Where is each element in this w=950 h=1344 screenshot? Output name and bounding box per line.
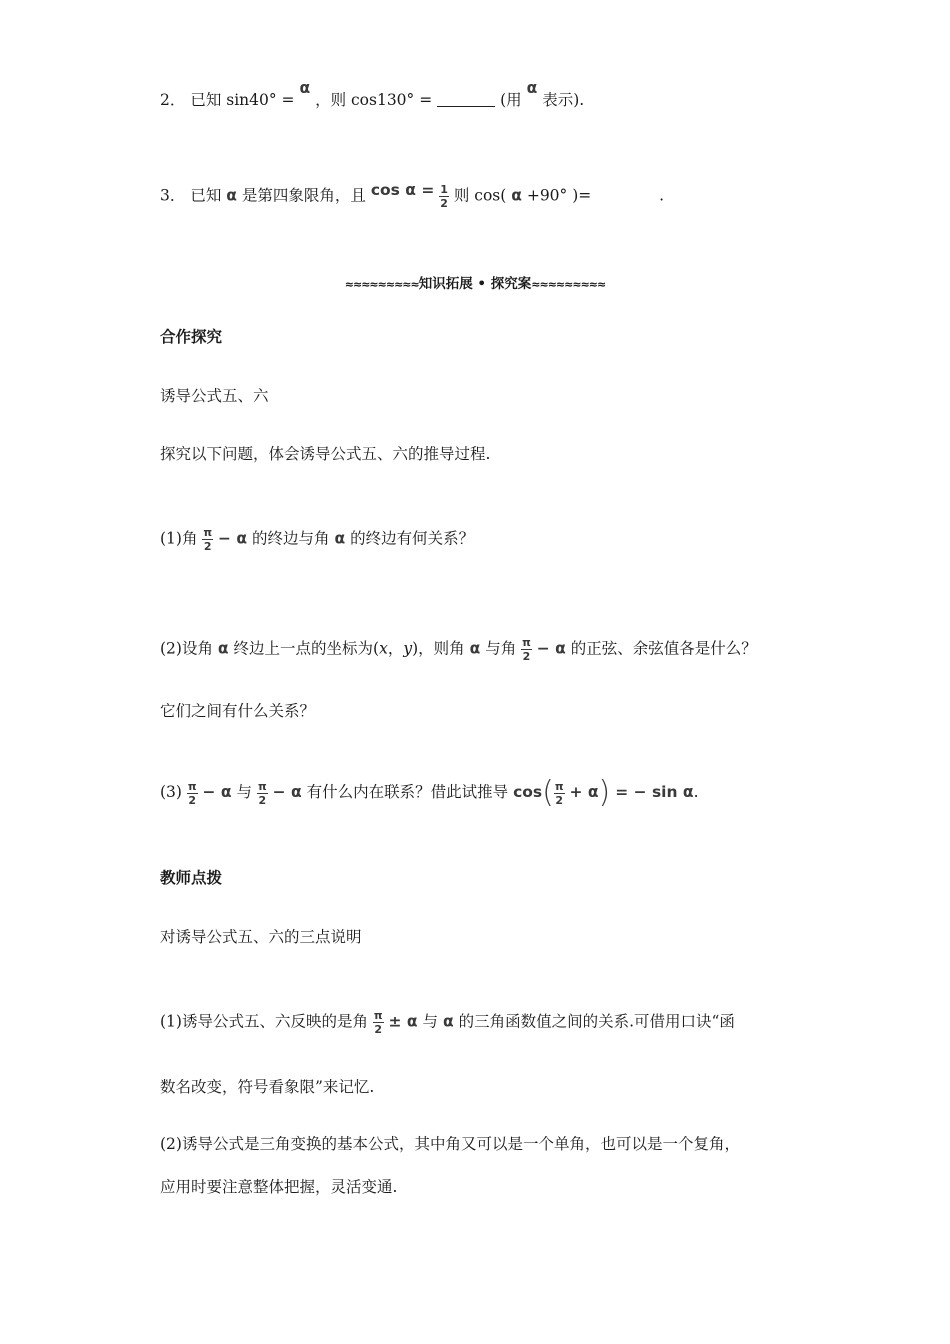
alpha-symbol: α <box>511 186 522 205</box>
problem-text: 与 <box>236 783 253 801</box>
question-2 <box>160 79 585 109</box>
fraction-denominator: 2 <box>374 1023 383 1036</box>
note-1 <box>160 1010 735 1035</box>
problem-text: (3) <box>160 783 182 801</box>
fraction-denominator: 2 <box>522 650 531 663</box>
problem-text: ， <box>387 639 404 658</box>
minus-alpha-expr: − α <box>272 783 302 801</box>
note-text: 与 <box>422 1012 439 1031</box>
alpha-symbol: α <box>442 1012 454 1031</box>
question-number: 3． <box>160 186 186 205</box>
fraction-denominator: 2 <box>188 793 197 807</box>
problem-text: 的正弦、余弦值各是什么？ <box>570 639 757 658</box>
heading-text: 知识拓展 • 探究案 <box>418 276 532 292</box>
fraction-pi-over-2 <box>554 781 565 806</box>
cos-expr: cos <box>513 783 543 801</box>
right-paren: ) <box>598 775 611 810</box>
left-paren: ( <box>542 775 554 810</box>
coord-y: y <box>403 639 413 658</box>
alpha-symbol: α <box>299 79 311 97</box>
alpha-symbol: α <box>469 639 481 658</box>
section-title-teacher: 教师点拨 <box>160 869 223 887</box>
coord-x: x <box>379 639 388 658</box>
question-text: 则 cos( <box>453 186 507 205</box>
note-text: 的三角函数值之间的关系.可借用口诀“函 <box>458 1012 735 1031</box>
question-3 <box>160 180 665 210</box>
note-2: (2)诱导公式是三角变换的基本公式，其中角又可以是一个单角，也可以是一个复角， <box>160 1135 740 1153</box>
wave-decoration-left: ≈≈≈≈≈≈≈≈≈ <box>344 278 419 291</box>
fraction-denominator: 2 <box>203 540 212 553</box>
problem-text: 与角 <box>485 639 517 658</box>
cos-alpha-expr: cos α = <box>370 180 435 199</box>
fraction-numerator: π <box>187 779 197 793</box>
plus-alpha-expr: + α <box>569 783 599 801</box>
section-heading <box>0 272 950 292</box>
fraction-pi-over-2 <box>202 527 213 552</box>
problem-text: 的终边有何关系？ <box>350 529 475 548</box>
question-text: 表示). <box>542 91 585 109</box>
section-subtitle: 诱导公式五、六 <box>160 387 269 405</box>
fraction-numerator: 1 <box>440 183 448 196</box>
problem-text: 有什么内在联系？借此试推导 <box>306 783 509 801</box>
problem-text: (1)角 <box>160 529 198 548</box>
answer-blank[interactable] <box>437 92 495 107</box>
note-1-continued: 数名改变，符号看象限”来记忆. <box>160 1078 375 1096</box>
fraction-numerator: π <box>554 779 564 793</box>
fraction-pi-over-2 <box>373 1010 384 1035</box>
note-2-continued: 应用时要注意整体把握，灵活变通. <box>160 1178 398 1196</box>
minus-alpha-expr: − α <box>202 783 232 801</box>
section-subtitle: 对诱导公式五、六的三点说明 <box>160 928 362 946</box>
problem-text: (2)设角 <box>160 639 213 658</box>
alpha-symbol: α <box>217 639 229 658</box>
problem-2 <box>160 637 757 662</box>
question-text: +90° )= <box>526 186 592 205</box>
problem-1 <box>160 527 474 552</box>
section-title-cooperative: 合作探究 <box>160 328 223 346</box>
fraction-numerator: π <box>257 779 267 793</box>
question-text: 已知 <box>190 186 222 205</box>
fraction-pi-over-2 <box>187 781 198 806</box>
minus-alpha-expr: − α <box>218 529 248 548</box>
minus-alpha-expr: − α <box>536 639 566 658</box>
fraction-numerator: π <box>373 1009 383 1022</box>
fraction-denominator: 2 <box>555 793 564 807</box>
alpha-symbol: α <box>526 79 538 97</box>
question-text: ，则 cos130° = <box>315 91 433 109</box>
fraction-pi-over-2 <box>521 637 532 662</box>
alpha-symbol: α <box>226 186 237 205</box>
problem-2-continued: 它们之间有什么关系？ <box>160 702 316 720</box>
fraction-one-half <box>439 184 449 209</box>
plus-minus-alpha-expr: ± α <box>388 1012 418 1031</box>
fraction-numerator: π <box>203 526 213 539</box>
neg-sin-alpha-expr: = − sin α <box>615 783 694 801</box>
question-text: . <box>659 186 665 205</box>
wave-decoration-right: ≈≈≈≈≈≈≈≈≈ <box>531 278 606 291</box>
problem-3 <box>160 775 699 810</box>
fraction-numerator: π <box>522 636 531 649</box>
question-text: 已知 sin40° = <box>190 91 295 109</box>
problem-text: . <box>693 783 699 801</box>
alpha-symbol: α <box>334 529 346 548</box>
problem-text: 终边上一点的坐标为( <box>233 639 380 658</box>
fraction-denominator: 2 <box>258 793 267 807</box>
problem-text: )，则角 <box>412 639 465 658</box>
question-text: (用 <box>500 91 522 109</box>
question-number: 2． <box>160 91 186 109</box>
problem-text: 的终边与角 <box>252 529 330 548</box>
question-text: 是第四象限角，且 <box>241 186 366 205</box>
fraction-denominator: 2 <box>440 197 448 210</box>
fraction-pi-over-2 <box>257 781 268 806</box>
note-text: (1)诱导公式五、六反映的是角 <box>160 1012 368 1031</box>
section-intro: 探究以下问题，体会诱导公式五、六的推导过程. <box>160 445 491 463</box>
